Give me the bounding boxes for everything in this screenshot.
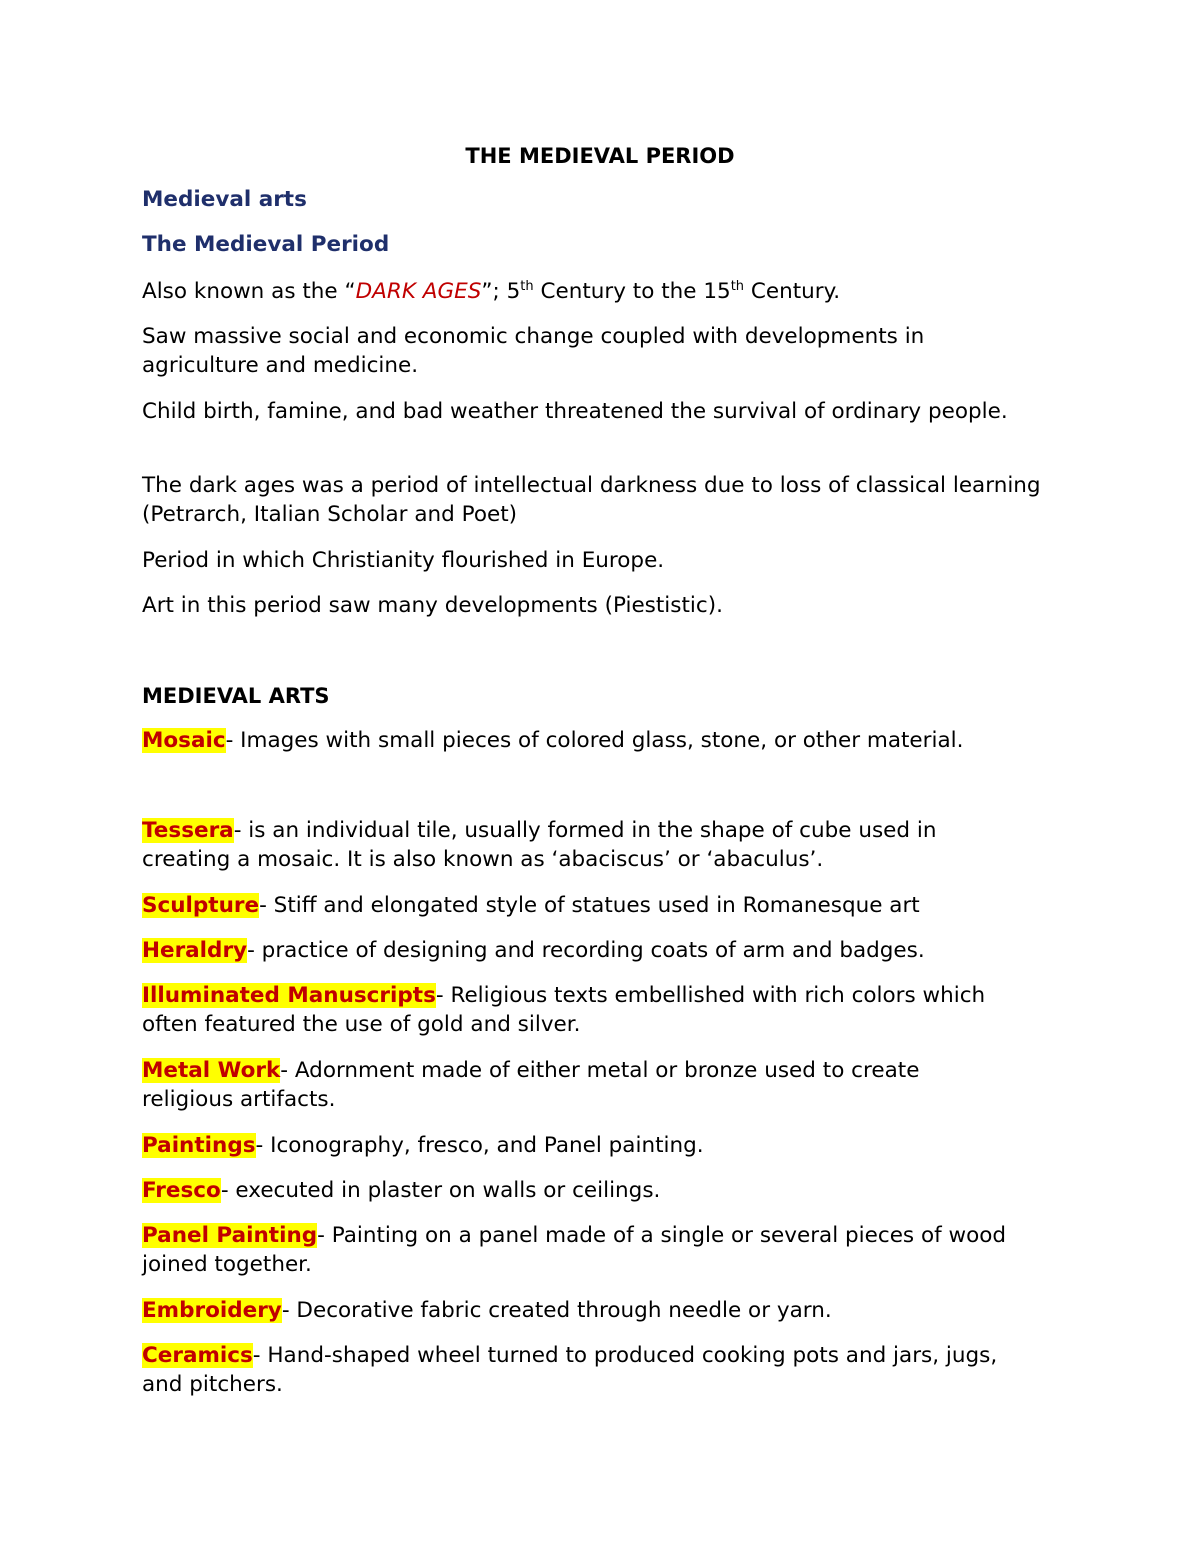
paragraph: The dark ages was a period of intellectual darkness due to loss of classical learning (Petrarch, Italian Scholar and Poet): [142, 473, 1041, 527]
document-title: THE MEDIEVAL PERIOD: [465, 144, 735, 168]
term-entry: [142, 891, 1042, 920]
term-entry: [142, 726, 1042, 755]
arts-heading: MEDIEVAL ARTS: [142, 684, 330, 708]
intro-paragraph: [142, 277, 1042, 306]
intro-prefix: Also known as the “: [142, 279, 356, 304]
paragraph: Saw massive social and economic change coupled with developments in agriculture and medicine.: [142, 324, 925, 378]
term-entry: [142, 1341, 1022, 1399]
intro-sup-2: th: [730, 278, 745, 294]
term-label: Embroidery: [142, 1298, 282, 1323]
term-definition: - is an individual tile, usually formed in the shape of cube used in creating a mosaic. It is also known as ‘abaciscus’ or ‘abaculus’.: [142, 818, 937, 872]
paragraph: Period in which Christianity flourished in Europe.: [142, 548, 665, 573]
intro-sup-1: th: [520, 278, 534, 294]
intro-mid: ”; 5: [481, 279, 521, 304]
term-definition: - Religious texts embellished with rich colors which often featured the use of gold and silver.: [142, 983, 986, 1037]
term-entry: [142, 816, 1022, 874]
term-entry: [142, 1176, 1042, 1205]
subheading-medieval-arts: Medieval arts: [142, 187, 307, 212]
term-entry: [142, 1221, 1032, 1279]
dark-ages-text: DARK AGES: [355, 279, 482, 304]
term-definition: - Hand-shaped wheel turned to produced cooking pots and jars, jugs, and pitchers.: [142, 1343, 998, 1397]
subheading-medieval-period: The Medieval Period: [142, 232, 390, 257]
term-definition: - practice of designing and recording coats of arm and badges.: [247, 938, 925, 963]
paragraph: Child birth, famine, and bad weather threatened the survival of ordinary people.: [142, 399, 1008, 424]
term-definition: - Iconography, fresco, and Panel painting.: [255, 1133, 704, 1158]
term-definition: - Stiff and elongated style of statues used in Romanesque art: [259, 893, 920, 918]
term-label: Paintings: [142, 1133, 256, 1158]
term-label: Panel Painting: [142, 1223, 318, 1248]
intro-mid2: Century to the 15: [533, 279, 731, 304]
term-label: Illuminated Manuscripts: [142, 983, 436, 1008]
paragraph: Art in this period saw many developments (Piestistic).: [142, 593, 723, 618]
term-label: Metal Work: [142, 1058, 281, 1083]
term-label: Ceramics: [142, 1343, 253, 1368]
term-label: Mosaic: [142, 728, 226, 753]
term-label: Heraldry: [142, 938, 248, 963]
term-label: Tessera: [142, 818, 234, 843]
term-definition: - executed in plaster on walls or ceilings.: [220, 1178, 661, 1203]
term-entry: [142, 1296, 1042, 1325]
term-definition: - Images with small pieces of colored glass, stone, or other material.: [225, 728, 964, 753]
term-entry: [142, 1056, 1012, 1114]
term-label: Fresco: [142, 1178, 221, 1203]
term-definition: - Painting on a panel made of a single or several pieces of wood joined together.: [142, 1223, 1007, 1277]
term-entry: [142, 1131, 1042, 1160]
term-label: Sculpture: [142, 893, 260, 918]
term-definition: - Decorative fabric created through needle or yarn.: [281, 1298, 832, 1323]
intro-suffix: Century.: [744, 279, 841, 304]
term-entry: [142, 936, 1042, 965]
term-definition: - Adornment made of either metal or bronze used to create religious artifacts.: [142, 1058, 920, 1112]
term-entry: [142, 981, 1012, 1039]
